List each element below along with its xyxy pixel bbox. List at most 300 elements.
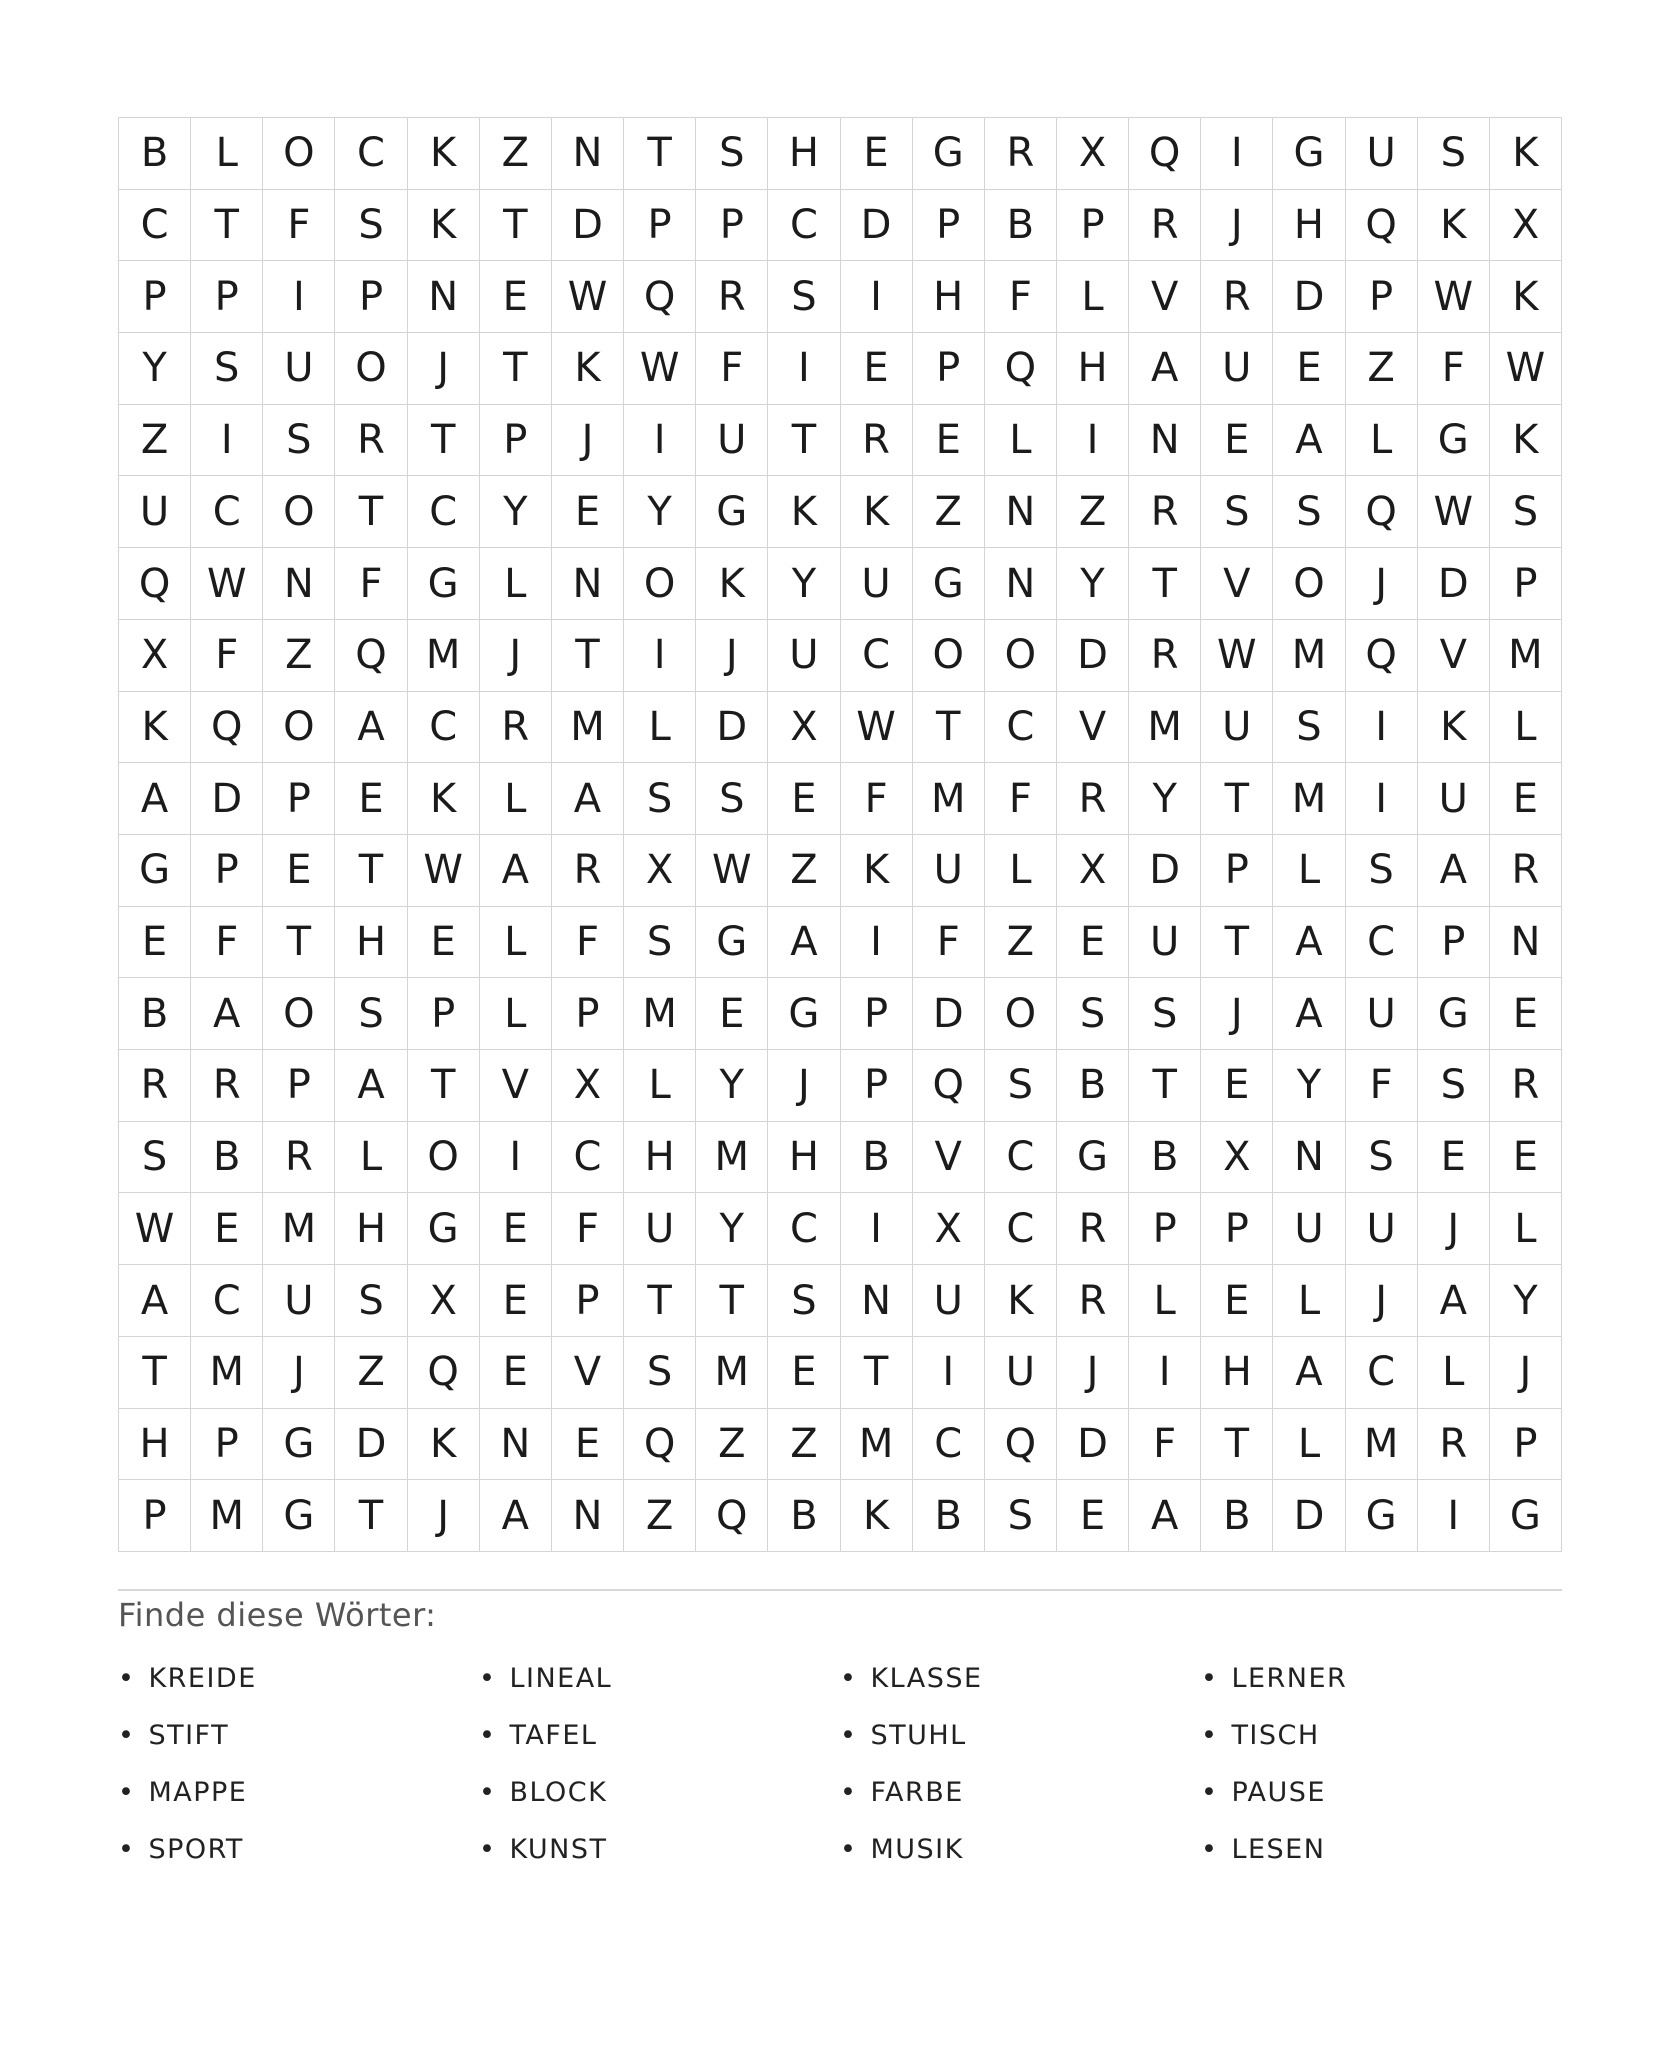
grid-cell[interactable]: Q <box>1346 476 1418 548</box>
grid-cell[interactable]: A <box>1129 1480 1201 1552</box>
grid-cell[interactable]: T <box>624 118 696 190</box>
grid-cell[interactable]: S <box>191 333 263 405</box>
grid-cell[interactable]: P <box>913 333 985 405</box>
grid-cell[interactable]: E <box>552 1409 624 1481</box>
grid-cell[interactable]: Z <box>1057 476 1129 548</box>
grid-cell[interactable]: M <box>624 978 696 1050</box>
grid-cell[interactable]: P <box>1201 1193 1273 1265</box>
grid-cell[interactable]: T <box>1129 1050 1201 1122</box>
grid-cell[interactable]: A <box>1273 907 1345 979</box>
grid-cell[interactable]: U <box>1418 763 1490 835</box>
grid-cell[interactable]: A <box>768 907 840 979</box>
grid-cell[interactable]: X <box>1057 118 1129 190</box>
grid-cell[interactable]: P <box>263 763 335 835</box>
grid-cell[interactable]: K <box>119 692 191 764</box>
grid-cell[interactable]: T <box>841 1337 913 1409</box>
grid-cell[interactable]: G <box>119 835 191 907</box>
grid-cell[interactable]: P <box>1490 548 1562 620</box>
grid-cell[interactable]: E <box>1201 1265 1273 1337</box>
grid-cell[interactable]: U <box>1346 118 1418 190</box>
grid-cell[interactable]: R <box>1057 1265 1129 1337</box>
grid-cell[interactable]: U <box>841 548 913 620</box>
grid-cell[interactable]: E <box>696 978 768 1050</box>
grid-cell[interactable]: R <box>552 835 624 907</box>
grid-cell[interactable]: L <box>1418 1337 1490 1409</box>
grid-cell[interactable]: G <box>263 1480 335 1552</box>
grid-cell[interactable]: P <box>552 978 624 1050</box>
grid-cell[interactable]: F <box>841 763 913 835</box>
grid-cell[interactable]: F <box>263 190 335 262</box>
grid-cell[interactable]: K <box>696 548 768 620</box>
grid-cell[interactable]: T <box>480 333 552 405</box>
grid-cell[interactable]: Z <box>119 405 191 477</box>
grid-cell[interactable]: H <box>913 261 985 333</box>
grid-cell[interactable]: U <box>913 1265 985 1337</box>
grid-cell[interactable]: O <box>1273 548 1345 620</box>
grid-cell[interactable]: A <box>191 978 263 1050</box>
grid-cell[interactable]: E <box>408 907 480 979</box>
grid-cell[interactable]: B <box>119 118 191 190</box>
grid-cell[interactable]: S <box>1201 476 1273 548</box>
grid-cell[interactable]: M <box>1490 620 1562 692</box>
grid-cell[interactable]: E <box>1418 1122 1490 1194</box>
grid-cell[interactable]: P <box>408 978 480 1050</box>
grid-cell[interactable]: T <box>480 190 552 262</box>
grid-cell[interactable]: J <box>1057 1337 1129 1409</box>
grid-cell[interactable]: G <box>913 118 985 190</box>
grid-cell[interactable]: P <box>1346 261 1418 333</box>
grid-cell[interactable]: Z <box>1346 333 1418 405</box>
grid-cell[interactable]: J <box>480 620 552 692</box>
grid-cell[interactable]: D <box>335 1409 407 1481</box>
grid-cell[interactable]: G <box>1418 405 1490 477</box>
grid-cell[interactable]: R <box>1418 1409 1490 1481</box>
grid-cell[interactable]: F <box>1129 1409 1201 1481</box>
grid-cell[interactable]: U <box>1273 1193 1345 1265</box>
grid-cell[interactable]: E <box>480 1337 552 1409</box>
grid-cell[interactable]: R <box>1057 1193 1129 1265</box>
grid-cell[interactable]: E <box>1201 1050 1273 1122</box>
grid-cell[interactable]: M <box>191 1480 263 1552</box>
grid-cell[interactable]: H <box>1057 333 1129 405</box>
grid-cell[interactable]: H <box>119 1409 191 1481</box>
grid-cell[interactable]: G <box>696 476 768 548</box>
grid-cell[interactable]: G <box>1057 1122 1129 1194</box>
grid-cell[interactable]: Q <box>1346 620 1418 692</box>
grid-cell[interactable]: H <box>768 118 840 190</box>
grid-cell[interactable]: E <box>263 835 335 907</box>
grid-cell[interactable]: Q <box>985 1409 1057 1481</box>
grid-cell[interactable]: Z <box>768 835 840 907</box>
grid-cell[interactable]: S <box>624 907 696 979</box>
grid-cell[interactable]: B <box>841 1122 913 1194</box>
grid-cell[interactable]: X <box>552 1050 624 1122</box>
grid-cell[interactable]: S <box>768 1265 840 1337</box>
grid-cell[interactable]: Z <box>768 1409 840 1481</box>
grid-cell[interactable]: P <box>1129 1193 1201 1265</box>
grid-cell[interactable]: L <box>624 692 696 764</box>
grid-cell[interactable]: D <box>1273 1480 1345 1552</box>
grid-cell[interactable]: D <box>1273 261 1345 333</box>
grid-cell[interactable]: H <box>1201 1337 1273 1409</box>
grid-cell[interactable]: E <box>119 907 191 979</box>
grid-cell[interactable]: O <box>408 1122 480 1194</box>
grid-cell[interactable]: P <box>263 1050 335 1122</box>
grid-cell[interactable]: S <box>335 978 407 1050</box>
grid-cell[interactable]: C <box>985 1193 1057 1265</box>
grid-cell[interactable]: R <box>1490 1050 1562 1122</box>
grid-cell[interactable]: N <box>480 1409 552 1481</box>
grid-cell[interactable]: Y <box>480 476 552 548</box>
grid-cell[interactable]: U <box>768 620 840 692</box>
grid-cell[interactable]: Q <box>696 1480 768 1552</box>
grid-cell[interactable]: N <box>552 1480 624 1552</box>
grid-cell[interactable]: K <box>408 118 480 190</box>
grid-cell[interactable]: T <box>408 405 480 477</box>
grid-cell[interactable]: M <box>696 1122 768 1194</box>
grid-cell[interactable]: Z <box>480 118 552 190</box>
grid-cell[interactable]: K <box>1418 692 1490 764</box>
grid-cell[interactable]: K <box>985 1265 1057 1337</box>
grid-cell[interactable]: L <box>480 763 552 835</box>
grid-cell[interactable]: X <box>1490 190 1562 262</box>
grid-cell[interactable]: B <box>191 1122 263 1194</box>
grid-cell[interactable]: U <box>624 1193 696 1265</box>
grid-cell[interactable]: Q <box>191 692 263 764</box>
grid-cell[interactable]: F <box>1346 1050 1418 1122</box>
grid-cell[interactable]: X <box>624 835 696 907</box>
grid-cell[interactable]: S <box>1418 1050 1490 1122</box>
grid-cell[interactable]: E <box>1490 1122 1562 1194</box>
grid-cell[interactable]: F <box>1418 333 1490 405</box>
grid-cell[interactable]: J <box>263 1337 335 1409</box>
grid-cell[interactable]: M <box>696 1337 768 1409</box>
grid-cell[interactable]: I <box>1129 1337 1201 1409</box>
grid-cell[interactable]: S <box>985 1050 1057 1122</box>
grid-cell[interactable]: B <box>1129 1122 1201 1194</box>
grid-cell[interactable]: C <box>335 118 407 190</box>
grid-cell[interactable]: R <box>263 1122 335 1194</box>
grid-cell[interactable]: A <box>480 1480 552 1552</box>
grid-cell[interactable]: K <box>841 476 913 548</box>
grid-cell[interactable]: I <box>1201 118 1273 190</box>
grid-cell[interactable]: C <box>191 476 263 548</box>
grid-cell[interactable]: O <box>335 333 407 405</box>
grid-cell[interactable]: J <box>768 1050 840 1122</box>
grid-cell[interactable]: L <box>1346 405 1418 477</box>
grid-cell[interactable]: T <box>119 1337 191 1409</box>
grid-cell[interactable]: A <box>1273 1337 1345 1409</box>
grid-cell[interactable]: G <box>1418 978 1490 1050</box>
grid-cell[interactable]: K <box>1418 190 1490 262</box>
grid-cell[interactable]: K <box>408 190 480 262</box>
grid-cell[interactable]: S <box>1346 835 1418 907</box>
grid-cell[interactable]: T <box>913 692 985 764</box>
grid-cell[interactable]: E <box>480 1193 552 1265</box>
grid-cell[interactable]: V <box>552 1337 624 1409</box>
grid-cell[interactable]: B <box>768 1480 840 1552</box>
grid-cell[interactable]: D <box>552 190 624 262</box>
grid-cell[interactable]: N <box>552 118 624 190</box>
grid-cell[interactable]: W <box>119 1193 191 1265</box>
grid-cell[interactable]: N <box>552 548 624 620</box>
grid-cell[interactable]: J <box>1346 1265 1418 1337</box>
grid-cell[interactable]: V <box>1129 261 1201 333</box>
grid-cell[interactable]: H <box>335 907 407 979</box>
grid-cell[interactable]: C <box>913 1409 985 1481</box>
grid-cell[interactable]: J <box>696 620 768 692</box>
grid-cell[interactable]: Q <box>408 1337 480 1409</box>
grid-cell[interactable]: I <box>1418 1480 1490 1552</box>
grid-cell[interactable]: Y <box>1273 1050 1345 1122</box>
grid-cell[interactable]: A <box>119 1265 191 1337</box>
grid-cell[interactable]: Q <box>1129 118 1201 190</box>
grid-cell[interactable]: R <box>1057 763 1129 835</box>
grid-cell[interactable]: C <box>408 692 480 764</box>
grid-cell[interactable]: E <box>768 1337 840 1409</box>
grid-cell[interactable]: F <box>552 1193 624 1265</box>
grid-cell[interactable]: M <box>841 1409 913 1481</box>
grid-cell[interactable]: P <box>552 1265 624 1337</box>
grid-cell[interactable]: L <box>1273 1409 1345 1481</box>
grid-cell[interactable]: P <box>191 1409 263 1481</box>
grid-cell[interactable]: Y <box>1057 548 1129 620</box>
grid-cell[interactable]: D <box>696 692 768 764</box>
grid-cell[interactable]: T <box>191 190 263 262</box>
grid-cell[interactable]: O <box>913 620 985 692</box>
grid-cell[interactable]: C <box>552 1122 624 1194</box>
grid-cell[interactable]: T <box>408 1050 480 1122</box>
grid-cell[interactable]: L <box>1129 1265 1201 1337</box>
grid-cell[interactable]: A <box>335 1050 407 1122</box>
grid-cell[interactable]: A <box>119 763 191 835</box>
grid-cell[interactable]: M <box>1273 620 1345 692</box>
grid-cell[interactable]: X <box>1057 835 1129 907</box>
grid-cell[interactable]: P <box>1418 907 1490 979</box>
grid-cell[interactable]: O <box>985 620 1057 692</box>
grid-cell[interactable]: I <box>624 405 696 477</box>
grid-cell[interactable]: Q <box>624 261 696 333</box>
grid-cell[interactable]: X <box>408 1265 480 1337</box>
grid-cell[interactable]: R <box>1129 190 1201 262</box>
grid-cell[interactable]: P <box>841 1050 913 1122</box>
grid-cell[interactable]: H <box>768 1122 840 1194</box>
grid-cell[interactable]: I <box>263 261 335 333</box>
grid-cell[interactable]: L <box>624 1050 696 1122</box>
grid-cell[interactable]: F <box>985 763 1057 835</box>
grid-cell[interactable]: M <box>1129 692 1201 764</box>
grid-cell[interactable]: S <box>335 190 407 262</box>
grid-cell[interactable]: Y <box>119 333 191 405</box>
grid-cell[interactable]: I <box>191 405 263 477</box>
grid-cell[interactable]: M <box>408 620 480 692</box>
grid-cell[interactable]: S <box>1273 692 1345 764</box>
grid-cell[interactable]: J <box>408 1480 480 1552</box>
grid-cell[interactable]: T <box>624 1265 696 1337</box>
grid-cell[interactable]: R <box>1129 476 1201 548</box>
grid-cell[interactable]: R <box>841 405 913 477</box>
grid-cell[interactable]: W <box>408 835 480 907</box>
grid-cell[interactable]: D <box>913 978 985 1050</box>
grid-cell[interactable]: B <box>985 190 1057 262</box>
grid-cell[interactable]: S <box>335 1265 407 1337</box>
grid-cell[interactable]: L <box>191 118 263 190</box>
grid-cell[interactable]: C <box>119 190 191 262</box>
grid-cell[interactable]: A <box>1273 978 1345 1050</box>
grid-cell[interactable]: W <box>1418 261 1490 333</box>
grid-cell[interactable]: R <box>1201 261 1273 333</box>
grid-cell[interactable]: F <box>913 907 985 979</box>
grid-cell[interactable]: P <box>480 405 552 477</box>
grid-cell[interactable]: S <box>768 261 840 333</box>
grid-cell[interactable]: A <box>1418 1265 1490 1337</box>
grid-cell[interactable]: G <box>408 548 480 620</box>
grid-cell[interactable]: W <box>191 548 263 620</box>
grid-cell[interactable]: H <box>1273 190 1345 262</box>
grid-cell[interactable]: V <box>480 1050 552 1122</box>
grid-cell[interactable]: L <box>1490 1193 1562 1265</box>
grid-cell[interactable]: Y <box>1129 763 1201 835</box>
grid-cell[interactable]: C <box>408 476 480 548</box>
grid-cell[interactable]: P <box>119 1480 191 1552</box>
grid-cell[interactable]: F <box>552 907 624 979</box>
grid-cell[interactable]: Q <box>1346 190 1418 262</box>
grid-cell[interactable]: P <box>1490 1409 1562 1481</box>
grid-cell[interactable]: U <box>1129 907 1201 979</box>
grid-cell[interactable]: W <box>696 835 768 907</box>
grid-cell[interactable]: S <box>263 405 335 477</box>
grid-cell[interactable]: S <box>985 1480 1057 1552</box>
grid-cell[interactable]: M <box>1346 1409 1418 1481</box>
grid-cell[interactable]: L <box>335 1122 407 1194</box>
grid-cell[interactable]: H <box>335 1193 407 1265</box>
grid-cell[interactable]: G <box>696 907 768 979</box>
grid-cell[interactable]: A <box>1129 333 1201 405</box>
grid-cell[interactable]: W <box>841 692 913 764</box>
grid-cell[interactable]: S <box>696 763 768 835</box>
grid-cell[interactable]: G <box>1273 118 1345 190</box>
grid-cell[interactable]: T <box>1201 763 1273 835</box>
grid-cell[interactable]: N <box>985 476 1057 548</box>
grid-cell[interactable]: Z <box>335 1337 407 1409</box>
grid-cell[interactable]: S <box>1273 476 1345 548</box>
grid-cell[interactable]: I <box>841 907 913 979</box>
grid-cell[interactable]: C <box>1346 907 1418 979</box>
grid-cell[interactable]: T <box>552 620 624 692</box>
grid-cell[interactable]: T <box>1129 548 1201 620</box>
grid-cell[interactable]: O <box>263 692 335 764</box>
grid-cell[interactable]: A <box>1273 405 1345 477</box>
grid-cell[interactable]: A <box>480 835 552 907</box>
grid-cell[interactable]: F <box>191 907 263 979</box>
grid-cell[interactable]: D <box>191 763 263 835</box>
grid-cell[interactable]: U <box>263 1265 335 1337</box>
grid-cell[interactable]: I <box>1346 692 1418 764</box>
grid-cell[interactable]: K <box>841 835 913 907</box>
grid-cell[interactable]: E <box>1057 1480 1129 1552</box>
grid-cell[interactable]: I <box>768 333 840 405</box>
grid-cell[interactable]: C <box>1346 1337 1418 1409</box>
grid-cell[interactable]: F <box>335 548 407 620</box>
grid-cell[interactable]: E <box>841 118 913 190</box>
grid-cell[interactable]: X <box>119 620 191 692</box>
grid-cell[interactable]: T <box>335 476 407 548</box>
grid-cell[interactable]: C <box>985 692 1057 764</box>
grid-cell[interactable]: K <box>768 476 840 548</box>
grid-cell[interactable]: Y <box>696 1050 768 1122</box>
grid-cell[interactable]: Y <box>696 1193 768 1265</box>
grid-cell[interactable]: Z <box>985 907 1057 979</box>
grid-cell[interactable]: Y <box>624 476 696 548</box>
grid-cell[interactable]: B <box>1201 1480 1273 1552</box>
grid-cell[interactable]: E <box>1057 907 1129 979</box>
grid-cell[interactable]: P <box>191 835 263 907</box>
grid-cell[interactable]: U <box>985 1337 1057 1409</box>
grid-cell[interactable]: E <box>913 405 985 477</box>
grid-cell[interactable]: O <box>624 548 696 620</box>
grid-cell[interactable]: S <box>1346 1122 1418 1194</box>
grid-cell[interactable]: L <box>1490 692 1562 764</box>
grid-cell[interactable]: K <box>552 333 624 405</box>
grid-cell[interactable]: T <box>335 1480 407 1552</box>
grid-cell[interactable]: R <box>191 1050 263 1122</box>
grid-cell[interactable]: Q <box>985 333 1057 405</box>
grid-cell[interactable]: A <box>552 763 624 835</box>
grid-cell[interactable]: T <box>335 835 407 907</box>
grid-cell[interactable]: T <box>263 907 335 979</box>
grid-cell[interactable]: D <box>1129 835 1201 907</box>
grid-cell[interactable]: S <box>1490 476 1562 548</box>
grid-cell[interactable]: R <box>119 1050 191 1122</box>
grid-cell[interactable]: W <box>624 333 696 405</box>
grid-cell[interactable]: K <box>1490 118 1562 190</box>
grid-cell[interactable]: G <box>768 978 840 1050</box>
grid-cell[interactable]: V <box>1201 548 1273 620</box>
grid-cell[interactable]: P <box>119 261 191 333</box>
grid-cell[interactable]: S <box>696 118 768 190</box>
grid-cell[interactable]: O <box>263 118 335 190</box>
grid-cell[interactable]: L <box>985 835 1057 907</box>
grid-cell[interactable]: E <box>480 261 552 333</box>
grid-cell[interactable]: N <box>1490 907 1562 979</box>
grid-cell[interactable]: V <box>1057 692 1129 764</box>
grid-cell[interactable]: C <box>768 1193 840 1265</box>
grid-cell[interactable]: E <box>1490 763 1562 835</box>
grid-cell[interactable]: R <box>335 405 407 477</box>
grid-cell[interactable]: G <box>1346 1480 1418 1552</box>
grid-cell[interactable]: I <box>841 1193 913 1265</box>
grid-cell[interactable]: W <box>1418 476 1490 548</box>
grid-cell[interactable]: W <box>552 261 624 333</box>
grid-cell[interactable]: U <box>1201 692 1273 764</box>
grid-cell[interactable]: G <box>913 548 985 620</box>
grid-cell[interactable]: S <box>624 1337 696 1409</box>
grid-cell[interactable]: L <box>1273 835 1345 907</box>
grid-cell[interactable]: P <box>191 261 263 333</box>
grid-cell[interactable]: J <box>1490 1337 1562 1409</box>
grid-cell[interactable]: T <box>768 405 840 477</box>
grid-cell[interactable]: M <box>1273 763 1345 835</box>
grid-cell[interactable]: Z <box>913 476 985 548</box>
grid-cell[interactable]: I <box>1057 405 1129 477</box>
grid-cell[interactable]: E <box>768 763 840 835</box>
grid-cell[interactable]: B <box>913 1480 985 1552</box>
grid-cell[interactable]: J <box>1201 978 1273 1050</box>
grid-cell[interactable]: J <box>408 333 480 405</box>
grid-cell[interactable]: D <box>841 190 913 262</box>
grid-cell[interactable]: U <box>1346 978 1418 1050</box>
grid-cell[interactable]: K <box>841 1480 913 1552</box>
